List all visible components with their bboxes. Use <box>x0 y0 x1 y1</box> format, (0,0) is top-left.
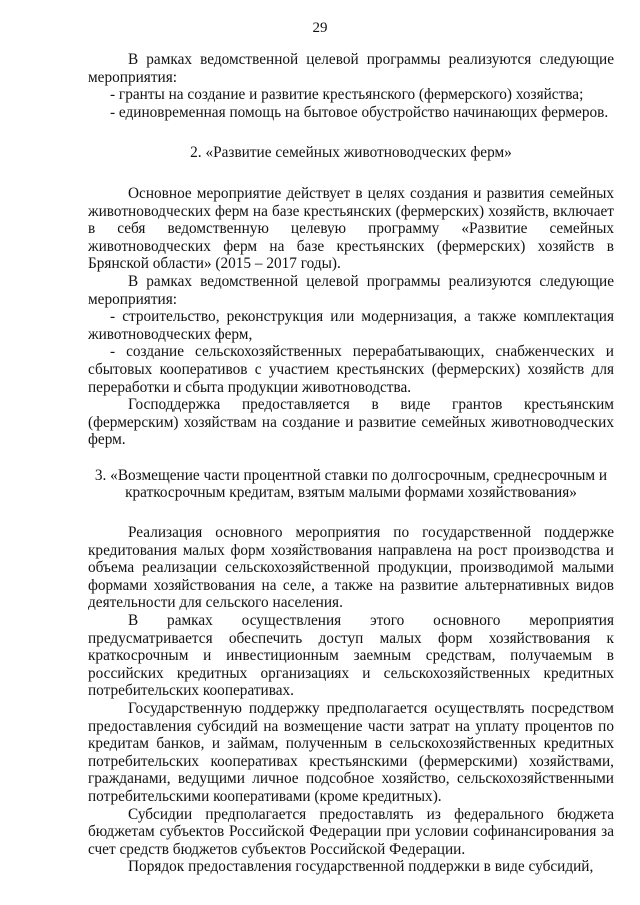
paragraph: Господдержка предоставляется в виде грантов крестьянским (фермерским) хозяйствам на создание и развитие семейных животноводческих ферм. <box>88 396 614 449</box>
section-heading-line: краткосрочным кредитам, взятым малыми формами хозяйствования» <box>125 484 577 502</box>
document-body <box>88 51 614 875</box>
list-item: - единовременная помощь на бытовое обустройство начинающих фермеров. <box>110 103 609 121</box>
list-item: - строительство, реконструкция или модернизация, а также комплектация животноводческих ферм, <box>88 308 614 343</box>
paragraph: Порядок предоставления государственной поддержки в виде субсидий, <box>128 858 594 876</box>
list-item: - создание сельскохозяйственных перерабатывающих, снабженческих и сбытовых кооперативов с участием крестьянских (фермерских) хозяйств для переработки и сбыта продукции животноводства. <box>88 343 614 396</box>
paragraph: В рамках осуществления этого основного мероприятия предусматривается обеспечить доступ малых форм хозяйствования к краткосрочным и инвестиционным заемным средствам, получаемым в российских кредитных организациях и сельскохозяйственных кредитных потребительских кооперативах. <box>88 612 614 700</box>
section-heading <box>88 144 614 162</box>
page-number: 29 <box>312 20 328 36</box>
section-heading-line: 3. «Возмещение части процентной ставки по долгосрочным, среднесрочным и <box>94 466 608 484</box>
paragraph: В рамках ведомственной целевой программы реализуются следующие мероприятия: <box>88 51 614 86</box>
list-item: - гранты на создание и развитие крестьянского (фермерского) хозяйства; <box>110 86 584 104</box>
paragraph: Государственную поддержку предполагается осуществлять посредством предоставления субсидий на возмещение части затрат на уплату процентов по кредитам банков, и займам, полученным в сельскохозяйственных кредитных потребительских кооперативах крестьянскими (фермерскими) хозяйствами, гражданами, ведущими личное подсобное хозяйство, сельскохозяйственными потребительскими кооперативами (кроме кредитных). <box>88 700 614 805</box>
section-heading <box>88 467 614 502</box>
paragraph: Субсидии предполагается предоставлять из федерального бюджета бюджетам субъектов Российской Федерации при условии софинансирования за счет средств бюджетов субъектов Российской Федерации. <box>88 805 614 858</box>
paragraph: Реализация основного мероприятия по государственной поддержке кредитования малых форм хозяйствования направлена на рост производства и объема реализации сельскохозяйственной продукции, производимой малыми формами хозяйствования на селе, а также на развитие альтернативных видов деятельности для сельского населения. <box>88 524 614 612</box>
section-heading-line: 2. «Развитие семейных животноводческих ферм» <box>190 144 512 162</box>
paragraph: В рамках ведомственной целевой программы реализуются следующие мероприятия: <box>88 272 614 308</box>
paragraph: Основное мероприятие действует в целях создания и развития семейных животноводческих ферм на базе крестьянских (фермерских) хозяйств, включает в себя ведомственную целевую программу «Развитие семейных животноводческих ферм на базе крестьянских (фермерских) хозяйств в Брянской области» (2015 – 2017 годы). <box>88 184 614 273</box>
